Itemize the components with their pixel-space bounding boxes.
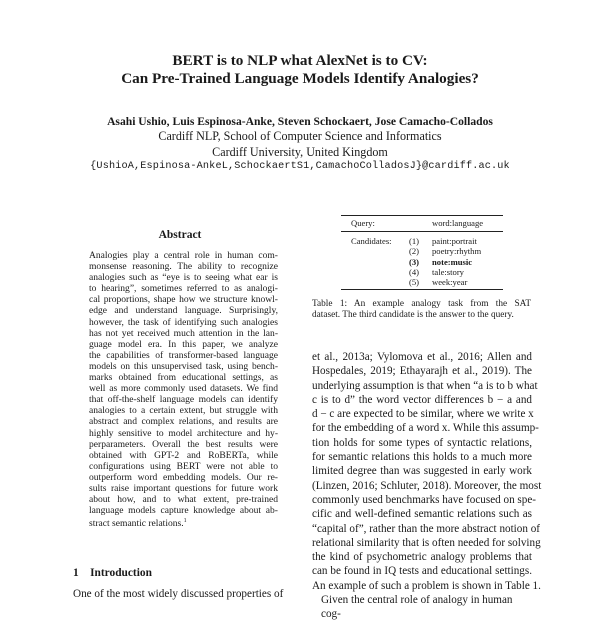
body-line: Hospedales, 2019; Ethayarajh et al., 2019). The bbox=[312, 365, 532, 378]
title-line-1: BERT is to NLP what AlexNet is to CV: bbox=[172, 52, 428, 69]
abstract-line: configurations using BERT were not able to bbox=[89, 460, 278, 472]
abstract-line: sults raise important questions for future work bbox=[89, 482, 278, 494]
candidate-value: poetry:rhythm bbox=[432, 246, 482, 257]
footnote-marker: 1 bbox=[183, 518, 187, 525]
body-line: the kind of psychometric analogy problems that bbox=[312, 551, 532, 564]
author-list: Asahi Ushio, Luis Espinosa-Anke, Steven Schockaert, Jose Camacho-Collados bbox=[107, 115, 493, 128]
candidate-value: week:year bbox=[432, 277, 468, 288]
candidate-index: (4) bbox=[409, 266, 420, 277]
section-heading-introduction bbox=[73, 567, 152, 579]
abstract-line: however, the task of identifying such analogies bbox=[89, 316, 278, 328]
abstract-line: guage model era. In this paper, we analyze bbox=[89, 338, 278, 350]
abstract-line: the capabilities of transformer-based language bbox=[89, 349, 278, 361]
table-mid-rule bbox=[341, 231, 503, 232]
table-query-label: Query: bbox=[351, 218, 375, 228]
caption-line-1: Table 1: An example analogy task from the SAT bbox=[312, 299, 531, 309]
abstract-heading: Abstract bbox=[158, 229, 202, 241]
next-paragraph-first-line: Given the central role of analogy in human cog- bbox=[321, 594, 513, 621]
candidate-index: (1) bbox=[409, 236, 420, 246]
body-line: for semantic relations this holds to a much more bbox=[312, 451, 532, 464]
abstract-line: perparameters. Overall the best results were bbox=[89, 438, 278, 450]
candidate-index: (3) bbox=[409, 256, 420, 267]
table-candidate-values bbox=[432, 236, 481, 287]
table-candidates-label: Candidates: bbox=[351, 236, 392, 246]
abstract-line: Analogies play a central role in human com- bbox=[89, 250, 278, 261]
body-line: relational similarity that is often needed for solving bbox=[312, 536, 541, 549]
body-line: d − c are expected to be similar, where we write x bbox=[312, 408, 534, 421]
candidate-index: (5) bbox=[409, 277, 420, 288]
intro-first-line: One of the most widely discussed properties of bbox=[73, 588, 284, 600]
paper-title bbox=[0, 52, 600, 88]
candidate-value-answer: note:music bbox=[432, 256, 473, 267]
author-emails: {UshioA,Espinosa-AnkeL,SchockaertS1,CamachoColladosJ}@cardiff.ac.uk bbox=[90, 161, 510, 172]
table-caption bbox=[312, 299, 531, 321]
abstract-line: edge and understand language. Surprisingly, bbox=[89, 305, 278, 317]
table-bottom-rule bbox=[341, 289, 503, 290]
body-line: An example of such a problem is shown in Table 1. bbox=[312, 579, 541, 592]
abstract-line: marks obtained from educational settings, as bbox=[89, 372, 278, 384]
table-query-value: word:language bbox=[432, 218, 484, 228]
section-number: 1 bbox=[73, 567, 79, 579]
abstract-line: to hearing”, sometimes referred to as analogi- bbox=[89, 283, 278, 295]
right-column-paragraph bbox=[312, 350, 542, 593]
body-line: for the embedding of a word x. While this assump- bbox=[312, 422, 539, 435]
body-line: tion holds for some types of syntactic relations, bbox=[312, 436, 532, 449]
body-line: “capital of”, rather than the more abstract notion of bbox=[312, 522, 540, 535]
affiliation-line-1: Cardiff NLP, School of Computer Science and Informatics bbox=[158, 129, 442, 143]
abstract-line: about how, and to what extent, pre-trained bbox=[89, 494, 278, 506]
abstract-line: that off-the-shelf language models can identify bbox=[89, 394, 278, 406]
abstract-last-text: stract semantic relations. bbox=[89, 518, 184, 530]
body-line: underlying assumption is that when “a is to b what bbox=[312, 379, 538, 392]
abstract-line: has not yet received much attention in the lan- bbox=[89, 327, 278, 339]
caption-line-2: dataset. The third candidate is the answer to the query. bbox=[312, 310, 514, 320]
section-title: Introduction bbox=[90, 567, 152, 579]
abstract-line-last bbox=[89, 516, 278, 530]
candidate-value: paint:portrait bbox=[432, 236, 477, 246]
abstract-line: highly sensitive to model architecture and hy- bbox=[89, 427, 278, 439]
abstract-line: obtained with GPT-2 and RoBERTa, while bbox=[89, 449, 278, 461]
body-line: et al., 2013a; Vylomova et al., 2016; Allen and bbox=[312, 351, 532, 363]
body-line: c is to d” the word vector differences b − a and bbox=[312, 393, 532, 406]
body-line: can be found in IQ tests and educational settings. bbox=[312, 565, 532, 578]
body-line: commonly used benchmarks have focused on spe- bbox=[312, 493, 536, 506]
table-top-rule bbox=[341, 215, 503, 216]
body-line: (Linzen, 2016; Schluter, 2018). Moreover, the most bbox=[312, 479, 542, 492]
abstract-line: cal proportions, shape how we structure knowl- bbox=[89, 294, 278, 306]
abstract-line: analogies to a certain extent, but struggle with bbox=[89, 405, 278, 417]
title-line-2: Can Pre-Trained Language Models Identify Analogies? bbox=[121, 70, 479, 87]
table-candidate-indices bbox=[409, 236, 419, 287]
abstract-line: language models capture knowledge about ab- bbox=[89, 505, 278, 517]
abstract-line: monsense reasoning. The ability to recognize bbox=[89, 261, 278, 273]
body-line: limited degree than was suggested in early work bbox=[312, 465, 532, 478]
candidate-value: tale:story bbox=[432, 266, 464, 277]
body-line: cific and well-defined semantic relations such as bbox=[312, 508, 532, 521]
abstract-body bbox=[89, 250, 278, 530]
abstract-line: outperform word embedding models. Our re- bbox=[89, 471, 278, 483]
affiliation-line-2: Cardiff University, United Kingdom bbox=[212, 145, 388, 159]
abstract-line: models on this unsupervised task, using bench- bbox=[89, 360, 278, 372]
candidate-index: (2) bbox=[409, 246, 420, 257]
abstract-line: well as more commonly used datasets. We find bbox=[89, 383, 278, 395]
abstract-line: abstract and complex relations, and results are bbox=[89, 416, 278, 428]
abstract-line: analogies such as “eye is to seeing what ear is bbox=[89, 272, 278, 284]
